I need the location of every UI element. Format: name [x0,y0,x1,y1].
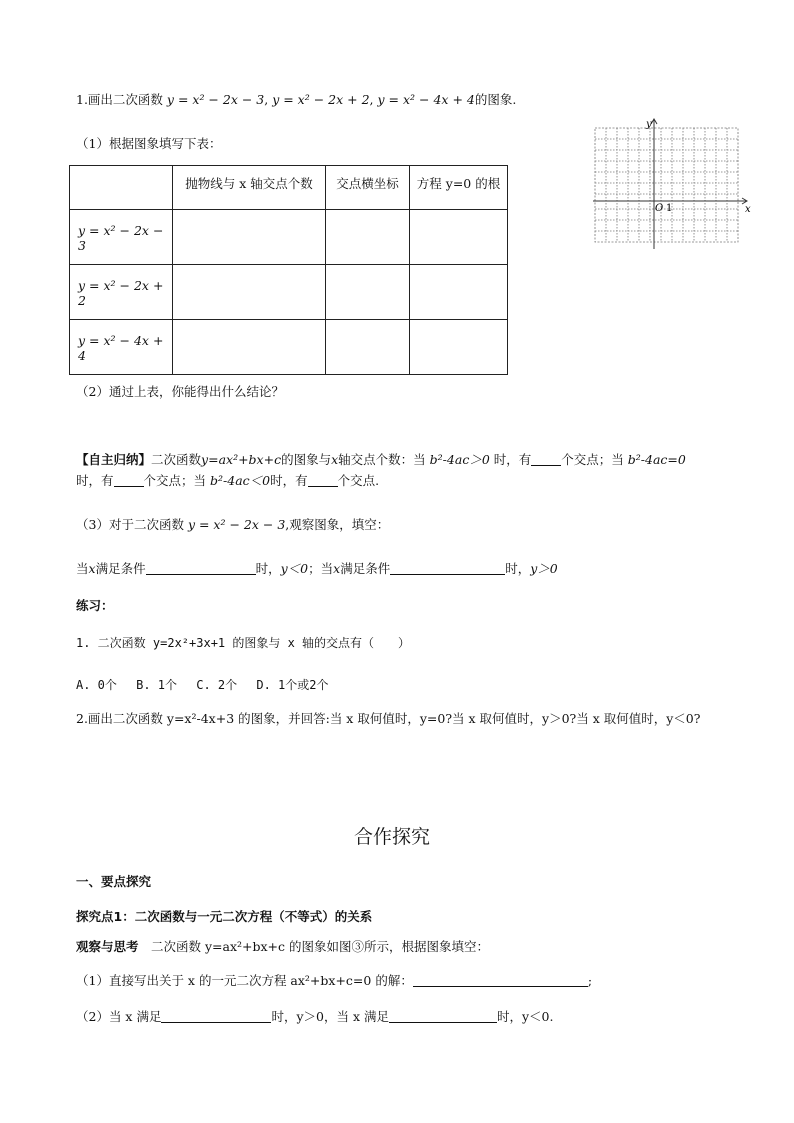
exercise-1-options[interactable]: A. 0个 B. 1个 C. 2个 D. 1个或2个 [76,678,329,692]
table-header-row [70,166,508,210]
section-title: 合作探究 [354,826,431,848]
table-answer-cell[interactable] [410,320,508,375]
answer-blank[interactable] [146,562,256,575]
point-1-heading: 探究点1：二次函数与一元二次方程（不等式）的关系 [76,909,373,924]
x-axis-label: x [745,204,751,215]
table-answer-cell[interactable] [326,210,410,265]
q1-line: 1.画出二次函数 y = x² − 2x − 3, y = x² − 2x + 2, y = x² − 4x + 4的图象. [76,92,517,107]
table-func-cell: y = x² − 2x + 2 [70,265,173,320]
section-1-heading: 一、要点探究 [76,874,152,889]
table-answer-cell[interactable] [410,265,508,320]
table-answer-cell[interactable] [410,210,508,265]
y-axis-label: y [646,119,652,130]
coordinate-grid[interactable] [590,115,755,250]
answer-blank[interactable] [308,474,338,487]
practice-title: 练习： [76,598,114,613]
answer-table [69,165,508,375]
observe-question-1: （1）直接写出关于 x 的一元二次方程 ax²+bx+c=0 的解： ; [76,973,593,988]
answer-blank[interactable] [161,1010,271,1023]
table-func-cell: y = x² − 2x − 3 [70,210,173,265]
exercise-1-question: 1. 二次函数 y=2x²+3x+1 的图象与 x 轴的交点有（ ） [76,636,411,650]
table-header-cell: 方程 y=0 的根 [410,166,508,210]
answer-blank[interactable] [114,474,144,487]
observe-question-2: （2）当 x 满足 时，y＞0，当 x 满足 时，y＜0. [76,1009,554,1024]
table-answer-cell[interactable] [173,210,326,265]
table-row [70,265,508,320]
table-func-cell: y = x² − 4x + 4 [70,320,173,375]
answer-blank[interactable] [390,562,505,575]
part1-label: （1）根据图象填写下表： [76,136,222,151]
axes [593,119,747,249]
table-header-cell [70,166,173,210]
answer-blank[interactable] [531,453,561,466]
part2-label: （2）通过上表，你能得出什么结论？ [76,384,284,399]
unit-label: 1 [666,203,673,214]
table-row [70,320,508,375]
origin-label: O [655,203,664,214]
table-answer-cell[interactable] [326,265,410,320]
part3-fill-line: 当x满足条件 时，y＜0；当x满足条件 时，y＞0 [76,561,558,576]
observe-line: 观察与思考 二次函数 y=ax²+bx+c 的图象如图③所示，根据图象填空： [76,939,490,954]
table-header-cell: 交点横坐标 [326,166,410,210]
part3-line: （3）对于二次函数 y = x² − 2x − 3,观察图象，填空： [76,517,390,532]
induction-line-2: 时，有 个交点；当 b²-4ac＜0时，有 个交点. [76,473,380,488]
answer-blank[interactable] [389,1010,497,1023]
table-header-cell: 抛物线与 x 轴交点个数 [173,166,326,210]
table-answer-cell[interactable] [173,320,326,375]
table-answer-cell[interactable] [173,265,326,320]
exercise-2: 2.画出二次函数 y=x²-4x+3 的图象，并回答:当 x 取何值时，y=0?当 x 取何值时，y＞0?当 x 取何值时，y＜0? [76,711,701,726]
table-row [70,210,508,265]
answer-blank[interactable] [413,974,588,987]
induction-line-1: 【自主归纳】二次函数y=ax²+bx+c的图象与x轴交点个数：当 b²-4ac＞0 时，有 个交点；当 b²-4ac=0 [76,452,686,467]
table-answer-cell[interactable] [326,320,410,375]
